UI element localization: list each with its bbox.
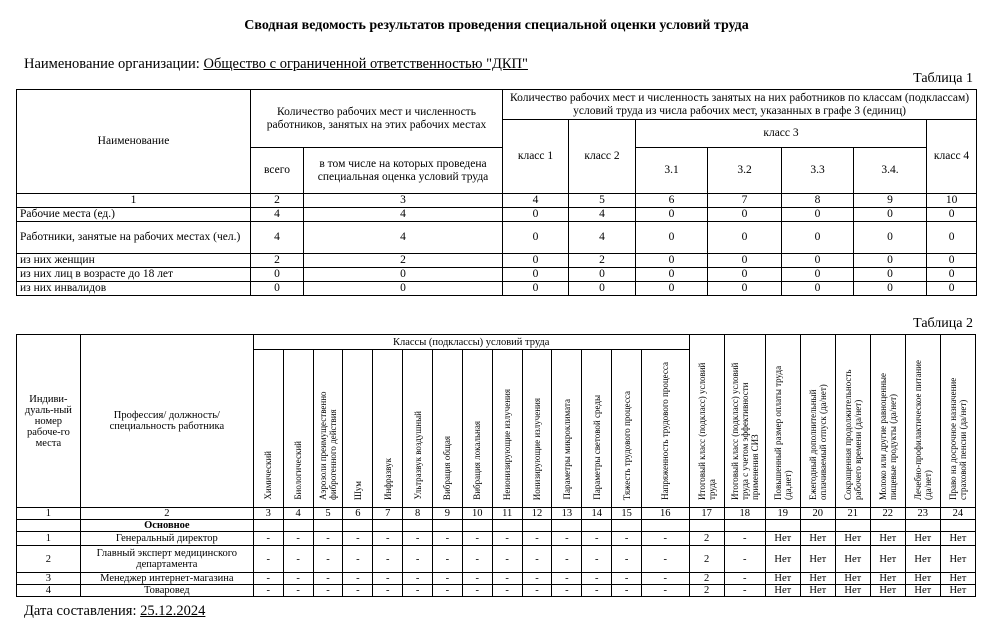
t2-header-factor: Аэрозоли преимущественно фиброгенного действия bbox=[313, 350, 343, 508]
t2-row-id: 3 bbox=[17, 573, 81, 585]
t2-empty-cell bbox=[17, 520, 81, 532]
t1-cell: 0 bbox=[708, 282, 782, 296]
t2-empty-cell bbox=[905, 520, 940, 532]
t1-row-label: Рабочие места (ед.) bbox=[17, 208, 251, 222]
t2-final-cell: 2 bbox=[689, 532, 724, 546]
t2-empty-cell bbox=[835, 520, 870, 532]
t2-guarantee-cell: Нет bbox=[905, 585, 940, 597]
t2-factor-cell: - bbox=[253, 532, 283, 546]
t2-header-factor: Вибрация локальная bbox=[462, 350, 492, 508]
t1-cell: 0 bbox=[569, 268, 636, 282]
t1-cell: 0 bbox=[782, 222, 854, 254]
t1-num: 3 bbox=[304, 194, 503, 208]
t1-cell: 0 bbox=[304, 268, 503, 282]
t2-num: 16 bbox=[642, 508, 690, 520]
t2-header-id: Индиви-дуаль-ный номер рабоче-го места bbox=[17, 335, 81, 508]
t2-factor-cell: - bbox=[642, 546, 690, 573]
t2-num: 24 bbox=[940, 508, 975, 520]
t1-num: 4 bbox=[503, 194, 569, 208]
t2-factor-cell: - bbox=[492, 546, 522, 573]
t2-guarantee-cell: Нет bbox=[870, 532, 905, 546]
t2-num: 8 bbox=[403, 508, 433, 520]
t2-num: 15 bbox=[612, 508, 642, 520]
t2-num: 10 bbox=[462, 508, 492, 520]
t2-header-factor: Ультразвук воздушный bbox=[403, 350, 433, 508]
t1-row-label: из них женщин bbox=[17, 254, 251, 268]
t2-header-final: Итоговый класс (подкласс) условий труда bbox=[689, 335, 724, 508]
t2-empty-cell bbox=[253, 520, 283, 532]
t1-cell: 0 bbox=[854, 208, 927, 222]
t1-header-class2: класс 2 bbox=[569, 120, 636, 194]
t2-empty-cell bbox=[283, 520, 313, 532]
t2-factor-cell: - bbox=[343, 573, 373, 585]
t2-factor-cell: - bbox=[343, 546, 373, 573]
t2-factor-cell: - bbox=[283, 573, 313, 585]
t2-factor-cell: - bbox=[522, 546, 552, 573]
t2-factor-cell: - bbox=[642, 585, 690, 597]
t1-row-label: Работники, занятые на рабочих местах (чел.) bbox=[17, 222, 251, 254]
t2-empty-cell bbox=[612, 520, 642, 532]
t2-factor-cell: - bbox=[403, 573, 433, 585]
t2-header-milk: Молоко или другие равноценные пищевые продукты (да/нет) bbox=[870, 335, 905, 508]
t1-header-class3: класс 3 bbox=[636, 120, 927, 148]
t2-factor-cell: - bbox=[582, 573, 612, 585]
date-label: Дата составления: bbox=[24, 603, 137, 619]
t2-num: 7 bbox=[373, 508, 403, 520]
t1-cell: 0 bbox=[708, 222, 782, 254]
t2-factor-cell: - bbox=[492, 573, 522, 585]
t2-header-short-hours: Сокращенная продолжительность рабочего времени (да/нет) bbox=[835, 335, 870, 508]
t2-guarantee-cell: Нет bbox=[800, 546, 835, 573]
t2-factor-cell: - bbox=[462, 585, 492, 597]
workplaces-table bbox=[16, 334, 976, 597]
t2-row-profession: Менеджер интернет-магазина bbox=[80, 573, 253, 585]
t1-cell: 0 bbox=[782, 282, 854, 296]
t2-factor-cell: - bbox=[612, 573, 642, 585]
t2-num: 4 bbox=[283, 508, 313, 520]
t2-header-factor: Биологический bbox=[283, 350, 313, 508]
t2-factor-cell: - bbox=[433, 546, 463, 573]
t2-guarantee-cell: Нет bbox=[940, 532, 975, 546]
t2-num: 13 bbox=[552, 508, 582, 520]
t1-cell: 2 bbox=[569, 254, 636, 268]
t2-guarantee-cell: Нет bbox=[905, 573, 940, 585]
t2-empty-cell bbox=[433, 520, 463, 532]
t2-factor-cell: - bbox=[433, 532, 463, 546]
t1-row bbox=[17, 254, 977, 268]
t1-cell: 0 bbox=[503, 254, 569, 268]
organization-name: Общество с ограниченной ответственностью "ДКП" bbox=[203, 56, 528, 72]
t2-empty-cell bbox=[642, 520, 690, 532]
t2-num: 2 bbox=[80, 508, 253, 520]
t2-factor-cell: - bbox=[552, 546, 582, 573]
t2-header-factor: Химический bbox=[253, 350, 283, 508]
t2-header-final-siz: Итоговый класс (подкласс) условий труда с учетом эффективности применения СИЗ bbox=[724, 335, 765, 508]
t2-final-cell: 2 bbox=[689, 546, 724, 573]
t2-factor-cell: - bbox=[522, 585, 552, 597]
t2-factor-cell: - bbox=[642, 532, 690, 546]
t2-empty-cell bbox=[582, 520, 612, 532]
t1-cell: 0 bbox=[927, 222, 977, 254]
t2-num: 21 bbox=[835, 508, 870, 520]
t2-num: 1 bbox=[17, 508, 81, 520]
t1-row-label: из них инвалидов bbox=[17, 282, 251, 296]
t2-factor-cell: - bbox=[582, 532, 612, 546]
t2-body bbox=[17, 532, 976, 597]
t2-factor-cell: - bbox=[433, 585, 463, 597]
t1-cell: 0 bbox=[251, 268, 304, 282]
table2-label: Таблица 2 bbox=[913, 316, 973, 331]
t1-cell: 0 bbox=[636, 222, 708, 254]
t2-guarantee-cell: Нет bbox=[800, 532, 835, 546]
t2-guarantee-cell: Нет bbox=[905, 532, 940, 546]
t2-final-siz-cell: - bbox=[724, 573, 765, 585]
t2-row-profession: Главный эксперт медицинского департамента bbox=[80, 546, 253, 573]
t2-factor-cell: - bbox=[283, 532, 313, 546]
t2-final-cell: 2 bbox=[689, 585, 724, 597]
t1-header-3-1: 3.1 bbox=[636, 148, 708, 194]
t2-factor-cell: - bbox=[552, 585, 582, 597]
t2-factor-cell: - bbox=[313, 573, 343, 585]
t1-cell: 4 bbox=[251, 222, 304, 254]
t2-guarantee-cell: Нет bbox=[940, 585, 975, 597]
t2-num: 17 bbox=[689, 508, 724, 520]
t1-num: 10 bbox=[927, 194, 977, 208]
t2-num: 12 bbox=[522, 508, 552, 520]
t2-factor-cell: - bbox=[612, 546, 642, 573]
t1-header-3-4: 3.4. bbox=[854, 148, 927, 194]
t1-cell: 4 bbox=[569, 208, 636, 222]
t2-factor-cell: - bbox=[373, 573, 403, 585]
t1-cell: 0 bbox=[782, 268, 854, 282]
t2-guarantee-cell: Нет bbox=[870, 573, 905, 585]
t2-section-label: Основное bbox=[80, 520, 253, 532]
organization-line bbox=[24, 56, 528, 73]
t2-row-id: 2 bbox=[17, 546, 81, 573]
t1-num: 8 bbox=[782, 194, 854, 208]
t2-factor-cell: - bbox=[283, 546, 313, 573]
t1-cell: 0 bbox=[927, 254, 977, 268]
t2-guarantee-cell: Нет bbox=[835, 546, 870, 573]
t2-factor-cell: - bbox=[492, 585, 522, 597]
organization-label: Наименование организации: bbox=[24, 56, 200, 72]
t2-row-profession: Генеральный директор bbox=[80, 532, 253, 546]
t2-factor-cell: - bbox=[403, 532, 433, 546]
t1-cell: 0 bbox=[503, 282, 569, 296]
t2-num: 11 bbox=[492, 508, 522, 520]
t1-cell: 0 bbox=[927, 268, 977, 282]
t2-factor-cell: - bbox=[582, 546, 612, 573]
t2-factor-cell: - bbox=[612, 532, 642, 546]
t1-cell: 0 bbox=[782, 208, 854, 222]
t1-num: 1 bbox=[17, 194, 251, 208]
t1-cell: 0 bbox=[782, 254, 854, 268]
t1-cell: 0 bbox=[708, 268, 782, 282]
t2-num: 19 bbox=[765, 508, 800, 520]
t1-row-label: из них лиц в возрасте до 18 лет bbox=[17, 268, 251, 282]
t2-final-siz-cell: - bbox=[724, 585, 765, 597]
t1-cell: 0 bbox=[854, 222, 927, 254]
t2-guarantee-cell: Нет bbox=[835, 573, 870, 585]
t1-row bbox=[17, 222, 977, 254]
t2-empty-cell bbox=[313, 520, 343, 532]
t1-cell: 0 bbox=[708, 208, 782, 222]
t2-guarantee-cell: Нет bbox=[765, 573, 800, 585]
t1-num: 5 bbox=[569, 194, 636, 208]
date-line bbox=[24, 603, 205, 620]
t2-factor-cell: - bbox=[462, 532, 492, 546]
t2-num: 14 bbox=[582, 508, 612, 520]
t2-header-factor: Параметры микроклимата bbox=[552, 350, 582, 508]
t2-guarantee-cell: Нет bbox=[765, 532, 800, 546]
t1-cell: 0 bbox=[636, 282, 708, 296]
t2-num: 9 bbox=[433, 508, 463, 520]
t1-row bbox=[17, 208, 977, 222]
t2-final-siz-cell: - bbox=[724, 532, 765, 546]
t1-num: 7 bbox=[708, 194, 782, 208]
t2-header-factor: Параметры световой среды bbox=[582, 350, 612, 508]
t1-cell: 0 bbox=[927, 208, 977, 222]
t1-row bbox=[17, 282, 977, 296]
t1-cell: 0 bbox=[569, 282, 636, 296]
t2-guarantee-cell: Нет bbox=[800, 585, 835, 597]
t1-header-assessed: в том числе на которых проведена специальная оценка условий труда bbox=[304, 148, 503, 194]
t2-factor-cell: - bbox=[492, 532, 522, 546]
t1-header-classes: Количество рабочих мест и численность занятых на них работников по классам (подклассам) условий труда из числа рабочих мест, указанных в графе 3 (единиц) bbox=[503, 90, 977, 120]
t2-num: 6 bbox=[343, 508, 373, 520]
t1-cell: 4 bbox=[304, 222, 503, 254]
summary-table bbox=[16, 89, 977, 296]
t2-guarantee-cell: Нет bbox=[765, 546, 800, 573]
t1-cell: 0 bbox=[854, 282, 927, 296]
t2-factor-cell: - bbox=[343, 532, 373, 546]
t1-cell: 0 bbox=[854, 254, 927, 268]
t2-factor-cell: - bbox=[433, 573, 463, 585]
t2-header-classes: Классы (подклассы) условий труда bbox=[253, 335, 689, 350]
t2-guarantee-cell: Нет bbox=[765, 585, 800, 597]
t2-factor-cell: - bbox=[373, 532, 403, 546]
t2-factor-cell: - bbox=[403, 585, 433, 597]
t2-empty-cell bbox=[373, 520, 403, 532]
t2-factor-cell: - bbox=[582, 585, 612, 597]
table1-label: Таблица 1 bbox=[913, 71, 973, 86]
t2-guarantee-cell: Нет bbox=[940, 573, 975, 585]
t2-num: 5 bbox=[313, 508, 343, 520]
t1-num: 9 bbox=[854, 194, 927, 208]
t2-factor-cell: - bbox=[253, 546, 283, 573]
t2-factor-cell: - bbox=[522, 573, 552, 585]
t2-header-vacation: Ежегодный дополнительный оплачиваемый отпуск (да/нет) bbox=[800, 335, 835, 508]
t2-factor-cell: - bbox=[403, 546, 433, 573]
t2-header-profession: Профессия/ должность/ специальность работника bbox=[80, 335, 253, 508]
t2-header-nutrition: Лечебно-профилактическое питание (да/нет) bbox=[905, 335, 940, 508]
t1-header-all: всего bbox=[251, 148, 304, 194]
t1-header-workplaces: Количество рабочих мест и численность работников, занятых на этих рабочих местах bbox=[251, 90, 503, 148]
t1-num: 2 bbox=[251, 194, 304, 208]
document-title: Сводная ведомость результатов проведения специальной оценки условий труда bbox=[244, 18, 749, 33]
t1-cell: 0 bbox=[503, 222, 569, 254]
t2-guarantee-cell: Нет bbox=[905, 546, 940, 573]
t1-cell: 2 bbox=[304, 254, 503, 268]
t2-row bbox=[17, 585, 976, 597]
t1-header-class4: класс 4 bbox=[927, 120, 977, 194]
t1-number-row bbox=[17, 194, 977, 208]
t2-empty-cell bbox=[522, 520, 552, 532]
t1-header-3-2: 3.2 bbox=[708, 148, 782, 194]
t2-guarantee-cell: Нет bbox=[870, 585, 905, 597]
t2-header-factor: Инфразвук bbox=[373, 350, 403, 508]
t2-empty-cell bbox=[724, 520, 765, 532]
t2-guarantee-cell: Нет bbox=[870, 546, 905, 573]
date-value: 25.12.2024 bbox=[140, 603, 206, 619]
t2-row bbox=[17, 573, 976, 585]
t2-factor-cell: - bbox=[612, 585, 642, 597]
t2-factor-cell: - bbox=[522, 532, 552, 546]
t2-row-id: 4 bbox=[17, 585, 81, 597]
t2-factor-cell: - bbox=[552, 573, 582, 585]
t1-cell: 0 bbox=[251, 282, 304, 296]
t2-empty-cell bbox=[462, 520, 492, 532]
t2-factor-cell: - bbox=[313, 585, 343, 597]
t2-row-id: 1 bbox=[17, 532, 81, 546]
t1-cell: 0 bbox=[927, 282, 977, 296]
t1-cell: 4 bbox=[569, 222, 636, 254]
t2-row bbox=[17, 546, 976, 573]
t2-factor-cell: - bbox=[462, 573, 492, 585]
t2-header-factor: Вибрация общая bbox=[433, 350, 463, 508]
t2-factor-cell: - bbox=[313, 546, 343, 573]
t2-row-profession: Товаровед bbox=[80, 585, 253, 597]
t2-num: 23 bbox=[905, 508, 940, 520]
t2-empty-cell bbox=[403, 520, 433, 532]
t1-cell: 0 bbox=[636, 268, 708, 282]
t1-cell: 0 bbox=[636, 208, 708, 222]
t2-header-pension: Право на досрочное назначение страховой пенсии (да/нет) bbox=[940, 335, 975, 508]
t2-num: 3 bbox=[253, 508, 283, 520]
t1-header-name: Наименование bbox=[17, 90, 251, 194]
t1-cell: 2 bbox=[251, 254, 304, 268]
t2-row bbox=[17, 532, 976, 546]
t2-section-row bbox=[17, 520, 976, 532]
t1-cell: 0 bbox=[503, 268, 569, 282]
t2-factor-cell: - bbox=[343, 585, 373, 597]
t2-guarantee-cell: Нет bbox=[940, 546, 975, 573]
t2-header-pay: Повышенный размер оплаты труда (да,нет) bbox=[765, 335, 800, 508]
t1-cell: 4 bbox=[251, 208, 304, 222]
t2-num: 20 bbox=[800, 508, 835, 520]
t1-cell: 0 bbox=[503, 208, 569, 222]
t2-guarantee-cell: Нет bbox=[835, 585, 870, 597]
t2-number-row bbox=[17, 508, 976, 520]
t1-cell: 0 bbox=[636, 254, 708, 268]
t2-factor-cell: - bbox=[313, 532, 343, 546]
t2-header-factor: Напряженность трудового процесса bbox=[642, 350, 690, 508]
t2-num: 18 bbox=[724, 508, 765, 520]
t2-factor-cell: - bbox=[552, 532, 582, 546]
t2-final-siz-cell: - bbox=[724, 546, 765, 573]
t2-header-factor: Неионизирующие излучения bbox=[492, 350, 522, 508]
t2-num: 22 bbox=[870, 508, 905, 520]
t2-empty-cell bbox=[492, 520, 522, 532]
t2-empty-cell bbox=[552, 520, 582, 532]
t2-empty-cell bbox=[343, 520, 373, 532]
t1-header-3-3: 3.3 bbox=[782, 148, 854, 194]
t2-empty-cell bbox=[689, 520, 724, 532]
t2-empty-cell bbox=[765, 520, 800, 532]
t2-factor-cell: - bbox=[642, 573, 690, 585]
t2-header-factor: Шум bbox=[343, 350, 373, 508]
t2-guarantee-cell: Нет bbox=[800, 573, 835, 585]
t1-num: 6 bbox=[636, 194, 708, 208]
t2-factor-cell: - bbox=[253, 573, 283, 585]
t1-header-class1: класс 1 bbox=[503, 120, 569, 194]
t2-empty-cell bbox=[940, 520, 975, 532]
t2-empty-cell bbox=[800, 520, 835, 532]
t2-empty-cell bbox=[870, 520, 905, 532]
t1-cell: 0 bbox=[304, 282, 503, 296]
t2-final-cell: 2 bbox=[689, 573, 724, 585]
t2-factor-cell: - bbox=[283, 585, 313, 597]
t2-factor-cell: - bbox=[253, 585, 283, 597]
t2-factor-cell: - bbox=[373, 585, 403, 597]
t1-row bbox=[17, 268, 977, 282]
t2-header-factor: Тяжесть трудового процесса bbox=[612, 350, 642, 508]
t2-header-factor: Ионизирующие излучения bbox=[522, 350, 552, 508]
t2-guarantee-cell: Нет bbox=[835, 532, 870, 546]
t2-factor-cell: - bbox=[462, 546, 492, 573]
t1-cell: 0 bbox=[854, 268, 927, 282]
t2-factor-cell: - bbox=[373, 546, 403, 573]
t1-cell: 0 bbox=[708, 254, 782, 268]
t1-cell: 4 bbox=[304, 208, 503, 222]
